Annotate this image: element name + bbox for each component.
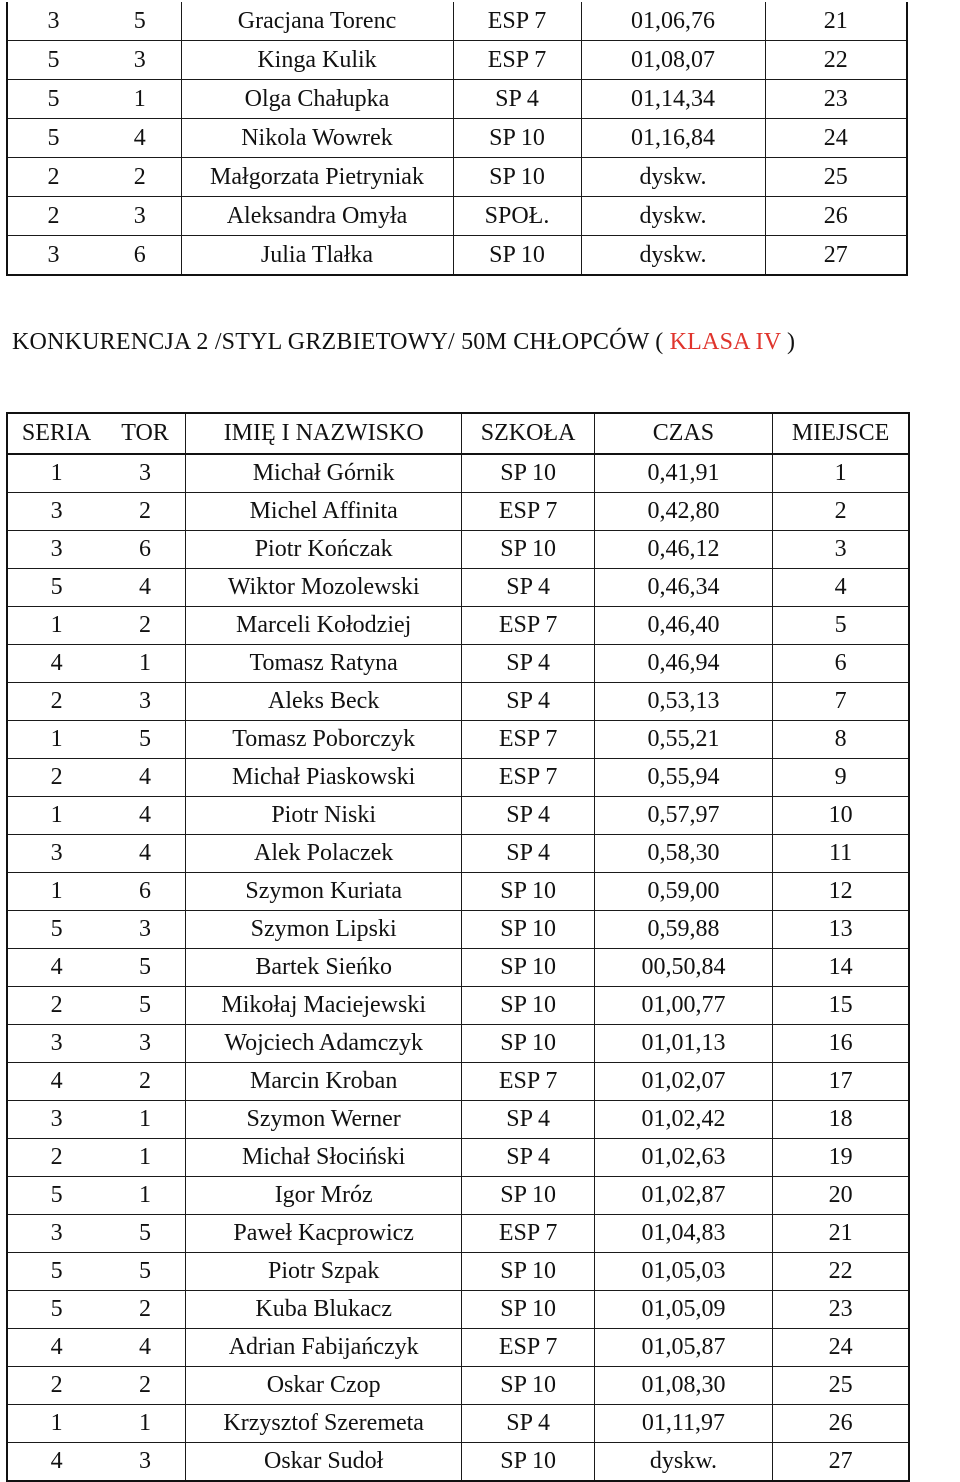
- cell-tor: 1: [105, 1405, 185, 1443]
- cell-seria: 5: [7, 80, 99, 119]
- cell-name: Kuba Blukacz: [185, 1291, 462, 1329]
- cell-tor: 3: [105, 454, 185, 493]
- cell-school: SP 4: [462, 797, 594, 835]
- cell-name: Michał Słociński: [185, 1139, 462, 1177]
- header-tor: TOR: [105, 413, 185, 454]
- cell-place: 5: [773, 607, 909, 645]
- cell-time: 01,04,83: [594, 1215, 772, 1253]
- cell-tor: 1: [105, 1139, 185, 1177]
- cell-tor: 4: [105, 759, 185, 797]
- result-row: [7, 1025, 909, 1063]
- cell-tor: 5: [105, 721, 185, 759]
- cell-seria: 4: [7, 1063, 105, 1101]
- result-row: [7, 873, 909, 911]
- cell-place: 12: [773, 873, 909, 911]
- cell-name: Szymon Lipski: [185, 911, 462, 949]
- cell-seria: 4: [7, 645, 105, 683]
- cell-tor: 4: [99, 119, 181, 158]
- cell-seria: 3: [7, 1025, 105, 1063]
- cell-name: Aleks Beck: [185, 683, 462, 721]
- cell-school: SP 10: [462, 531, 594, 569]
- competition-title: [12, 322, 795, 362]
- result-row: [7, 911, 909, 949]
- cell-place: 7: [773, 683, 909, 721]
- cell-place: 19: [773, 1139, 909, 1177]
- cell-seria: 5: [7, 1177, 105, 1215]
- cell-tor: 5: [99, 2, 181, 41]
- cell-place: 23: [765, 80, 907, 119]
- previous-result-row: [7, 41, 907, 80]
- cell-time: dyskw.: [581, 158, 765, 197]
- cell-name: Marcin Kroban: [185, 1063, 462, 1101]
- cell-tor: 1: [105, 1177, 185, 1215]
- cell-place: 27: [773, 1443, 909, 1482]
- cell-place: 3: [773, 531, 909, 569]
- cell-time: dyskw.: [594, 1443, 772, 1482]
- cell-name: Wiktor Mozolewski: [185, 569, 462, 607]
- cell-name: Paweł Kacprowicz: [185, 1215, 462, 1253]
- previous-result-row: [7, 2, 907, 41]
- cell-seria: 1: [7, 607, 105, 645]
- cell-tor: 5: [105, 1253, 185, 1291]
- cell-school: SP 10: [462, 873, 594, 911]
- cell-school: SP 10: [462, 1367, 594, 1405]
- cell-tor: 2: [99, 158, 181, 197]
- cell-time: 0,58,30: [594, 835, 772, 873]
- result-row: [7, 1329, 909, 1367]
- header-school: SZKOŁA: [462, 413, 594, 454]
- cell-time: dyskw.: [581, 197, 765, 236]
- cell-school: SP 4: [462, 683, 594, 721]
- cell-place: 25: [773, 1367, 909, 1405]
- cell-place: 22: [773, 1253, 909, 1291]
- competition-class-label: KLASA IV: [669, 329, 781, 355]
- cell-place: 23: [773, 1291, 909, 1329]
- result-row: [7, 607, 909, 645]
- cell-tor: 4: [105, 1329, 185, 1367]
- cell-tor: 1: [105, 1101, 185, 1139]
- cell-tor: 1: [105, 645, 185, 683]
- cell-place: 1: [773, 454, 909, 493]
- previous-result-row: [7, 197, 907, 236]
- previous-results-table: [6, 2, 908, 276]
- cell-time: 01,02,87: [594, 1177, 772, 1215]
- cell-school: SP 4: [462, 645, 594, 683]
- cell-seria: 5: [7, 1291, 105, 1329]
- header-time: CZAS: [594, 413, 772, 454]
- cell-seria: 3: [7, 835, 105, 873]
- cell-place: 9: [773, 759, 909, 797]
- cell-school: SP 10: [453, 158, 581, 197]
- cell-seria: 4: [7, 1443, 105, 1482]
- cell-time: 01,08,30: [594, 1367, 772, 1405]
- result-row: [7, 1063, 909, 1101]
- cell-name: Tomasz Poborczyk: [185, 721, 462, 759]
- cell-tor: 3: [99, 41, 181, 80]
- cell-tor: 2: [105, 1367, 185, 1405]
- cell-school: ESP 7: [462, 1329, 594, 1367]
- cell-seria: 3: [7, 1101, 105, 1139]
- result-row: [7, 1443, 909, 1482]
- cell-tor: 6: [105, 873, 185, 911]
- cell-name: Małgorzata Pietryniak: [181, 158, 453, 197]
- cell-name: Bartek Sieńko: [185, 949, 462, 987]
- cell-time: 0,46,94: [594, 645, 772, 683]
- cell-name: Kinga Kulik: [181, 41, 453, 80]
- cell-school: SP 10: [462, 911, 594, 949]
- result-row: [7, 721, 909, 759]
- cell-tor: 4: [105, 835, 185, 873]
- cell-place: 16: [773, 1025, 909, 1063]
- cell-school: SPOŁ.: [453, 197, 581, 236]
- cell-tor: 1: [99, 80, 181, 119]
- cell-tor: 5: [105, 1215, 185, 1253]
- result-row: [7, 1215, 909, 1253]
- cell-time: 01,05,09: [594, 1291, 772, 1329]
- cell-name: Piotr Szpak: [185, 1253, 462, 1291]
- cell-place: 20: [773, 1177, 909, 1215]
- result-row: [7, 531, 909, 569]
- cell-name: Olga Chałupka: [181, 80, 453, 119]
- cell-name: Mikołaj Maciejewski: [185, 987, 462, 1025]
- cell-seria: 2: [7, 759, 105, 797]
- cell-place: 17: [773, 1063, 909, 1101]
- result-row: [7, 1367, 909, 1405]
- cell-seria: 3: [7, 2, 99, 41]
- result-row: [7, 1291, 909, 1329]
- cell-tor: 6: [105, 531, 185, 569]
- result-row: [7, 797, 909, 835]
- cell-place: 21: [773, 1215, 909, 1253]
- result-row: [7, 493, 909, 531]
- cell-seria: 2: [7, 158, 99, 197]
- cell-seria: 3: [7, 1215, 105, 1253]
- cell-tor: 3: [99, 197, 181, 236]
- result-row: [7, 569, 909, 607]
- cell-name: Wojciech Adamczyk: [185, 1025, 462, 1063]
- cell-time: 0,42,80: [594, 493, 772, 531]
- cell-school: SP 4: [462, 1405, 594, 1443]
- cell-name: Adrian Fabijańczyk: [185, 1329, 462, 1367]
- cell-name: Szymon Kuriata: [185, 873, 462, 911]
- cell-seria: 2: [7, 197, 99, 236]
- cell-school: SP 10: [462, 987, 594, 1025]
- cell-school: ESP 7: [453, 2, 581, 41]
- cell-time: 01,02,63: [594, 1139, 772, 1177]
- cell-time: 0,46,12: [594, 531, 772, 569]
- cell-time: 01,08,07: [581, 41, 765, 80]
- header-seria: SERIA: [7, 413, 105, 454]
- cell-time: 0,41,91: [594, 454, 772, 493]
- cell-place: 24: [765, 119, 907, 158]
- cell-time: 0,46,40: [594, 607, 772, 645]
- previous-result-row: [7, 158, 907, 197]
- result-row: [7, 645, 909, 683]
- results-body: [7, 454, 909, 1481]
- cell-name: Marceli Kołodziej: [185, 607, 462, 645]
- cell-tor: 2: [105, 1063, 185, 1101]
- cell-time: 01,05,87: [594, 1329, 772, 1367]
- cell-seria: 5: [7, 119, 99, 158]
- cell-school: SP 10: [462, 949, 594, 987]
- cell-place: 21: [765, 2, 907, 41]
- result-row: [7, 949, 909, 987]
- cell-name: Michel Affinita: [185, 493, 462, 531]
- cell-place: 22: [765, 41, 907, 80]
- cell-school: SP 10: [453, 119, 581, 158]
- cell-tor: 4: [105, 569, 185, 607]
- cell-time: 0,55,94: [594, 759, 772, 797]
- cell-time: 01,05,03: [594, 1253, 772, 1291]
- results-table: [6, 412, 910, 1482]
- cell-time: 01,02,42: [594, 1101, 772, 1139]
- cell-seria: 3: [7, 493, 105, 531]
- previous-result-row: [7, 80, 907, 119]
- cell-name: Alek Polaczek: [185, 835, 462, 873]
- cell-name: Michał Piaskowski: [185, 759, 462, 797]
- cell-place: 11: [773, 835, 909, 873]
- cell-name: Oskar Sudoł: [185, 1443, 462, 1482]
- cell-seria: 5: [7, 911, 105, 949]
- result-row: [7, 1405, 909, 1443]
- result-row: [7, 759, 909, 797]
- cell-school: SP 10: [462, 454, 594, 493]
- cell-tor: 5: [105, 987, 185, 1025]
- cell-place: 8: [773, 721, 909, 759]
- cell-time: 00,50,84: [594, 949, 772, 987]
- cell-school: SP 4: [462, 569, 594, 607]
- cell-time: 0,57,97: [594, 797, 772, 835]
- cell-name: Igor Mróz: [185, 1177, 462, 1215]
- cell-time: 01,14,34: [581, 80, 765, 119]
- cell-place: 6: [773, 645, 909, 683]
- cell-place: 4: [773, 569, 909, 607]
- cell-time: 01,00,77: [594, 987, 772, 1025]
- cell-place: 18: [773, 1101, 909, 1139]
- cell-seria: 2: [7, 1139, 105, 1177]
- cell-school: ESP 7: [462, 1215, 594, 1253]
- cell-tor: 4: [105, 797, 185, 835]
- cell-seria: 1: [7, 1405, 105, 1443]
- cell-school: SP 10: [462, 1291, 594, 1329]
- cell-time: 0,46,34: [594, 569, 772, 607]
- result-row: [7, 835, 909, 873]
- cell-school: ESP 7: [462, 1063, 594, 1101]
- previous-result-row: [7, 236, 907, 276]
- previous-results-body: [7, 2, 907, 275]
- cell-seria: 4: [7, 1329, 105, 1367]
- cell-name: Piotr Niski: [185, 797, 462, 835]
- result-row: [7, 987, 909, 1025]
- result-row: [7, 1177, 909, 1215]
- cell-name: Krzysztof Szeremeta: [185, 1405, 462, 1443]
- cell-tor: 3: [105, 1025, 185, 1063]
- cell-tor: 5: [105, 949, 185, 987]
- cell-place: 15: [773, 987, 909, 1025]
- cell-place: 26: [765, 197, 907, 236]
- cell-name: Tomasz Ratyna: [185, 645, 462, 683]
- cell-school: SP 10: [462, 1443, 594, 1482]
- cell-time: 0,53,13: [594, 683, 772, 721]
- cell-time: 01,16,84: [581, 119, 765, 158]
- header-place: MIEJSCE: [773, 413, 909, 454]
- cell-time: 0,59,88: [594, 911, 772, 949]
- cell-name: Oskar Czop: [185, 1367, 462, 1405]
- cell-time: 0,55,21: [594, 721, 772, 759]
- cell-tor: 2: [105, 1291, 185, 1329]
- cell-place: 13: [773, 911, 909, 949]
- cell-tor: 6: [99, 236, 181, 276]
- cell-place: 24: [773, 1329, 909, 1367]
- cell-place: 10: [773, 797, 909, 835]
- cell-school: ESP 7: [462, 721, 594, 759]
- cell-seria: 1: [7, 873, 105, 911]
- cell-tor: 3: [105, 683, 185, 721]
- cell-name: Szymon Werner: [185, 1101, 462, 1139]
- cell-seria: 5: [7, 1253, 105, 1291]
- previous-result-row: [7, 119, 907, 158]
- cell-name: Nikola Wowrek: [181, 119, 453, 158]
- cell-tor: 3: [105, 911, 185, 949]
- cell-school: ESP 7: [462, 607, 594, 645]
- cell-place: 2: [773, 493, 909, 531]
- result-row: [7, 1253, 909, 1291]
- cell-school: ESP 7: [453, 41, 581, 80]
- cell-seria: 1: [7, 721, 105, 759]
- cell-school: SP 10: [462, 1025, 594, 1063]
- cell-name: Aleksandra Omyła: [181, 197, 453, 236]
- cell-name: Julia Tlałka: [181, 236, 453, 276]
- cell-school: SP 4: [462, 835, 594, 873]
- cell-seria: 3: [7, 236, 99, 276]
- cell-time: 01,01,13: [594, 1025, 772, 1063]
- result-row: [7, 683, 909, 721]
- cell-seria: 1: [7, 797, 105, 835]
- cell-seria: 2: [7, 683, 105, 721]
- result-row: [7, 1101, 909, 1139]
- cell-name: Michał Górnik: [185, 454, 462, 493]
- competition-title-end: ): [780, 329, 796, 355]
- cell-place: 27: [765, 236, 907, 276]
- cell-name: Gracjana Torenc: [181, 2, 453, 41]
- competition-title-main: KONKURENCJA 2 /STYL GRZBIETOWY/ 50M CHŁOPCÓW (: [12, 329, 670, 355]
- cell-seria: 3: [7, 531, 105, 569]
- cell-school: SP 4: [462, 1139, 594, 1177]
- results-header: [7, 413, 909, 454]
- cell-school: ESP 7: [462, 493, 594, 531]
- cell-tor: 2: [105, 493, 185, 531]
- cell-place: 26: [773, 1405, 909, 1443]
- cell-school: SP 4: [453, 80, 581, 119]
- cell-tor: 3: [105, 1443, 185, 1482]
- cell-time: 0,59,00: [594, 873, 772, 911]
- cell-tor: 2: [105, 607, 185, 645]
- cell-place: 25: [765, 158, 907, 197]
- cell-time: 01,02,07: [594, 1063, 772, 1101]
- cell-school: SP 10: [462, 1177, 594, 1215]
- cell-place: 14: [773, 949, 909, 987]
- cell-school: SP 10: [453, 236, 581, 276]
- result-row: [7, 454, 909, 493]
- cell-time: 01,06,76: [581, 2, 765, 41]
- cell-seria: 1: [7, 454, 105, 493]
- cell-seria: 4: [7, 949, 105, 987]
- cell-seria: 2: [7, 1367, 105, 1405]
- cell-time: dyskw.: [581, 236, 765, 276]
- cell-seria: 2: [7, 987, 105, 1025]
- cell-time: 01,11,97: [594, 1405, 772, 1443]
- cell-name: Piotr Kończak: [185, 531, 462, 569]
- result-row: [7, 1139, 909, 1177]
- cell-seria: 5: [7, 569, 105, 607]
- header-row: [7, 413, 909, 454]
- header-name: IMIĘ I NAZWISKO: [185, 413, 462, 454]
- cell-seria: 5: [7, 41, 99, 80]
- cell-school: SP 10: [462, 1253, 594, 1291]
- cell-school: ESP 7: [462, 759, 594, 797]
- cell-school: SP 4: [462, 1101, 594, 1139]
